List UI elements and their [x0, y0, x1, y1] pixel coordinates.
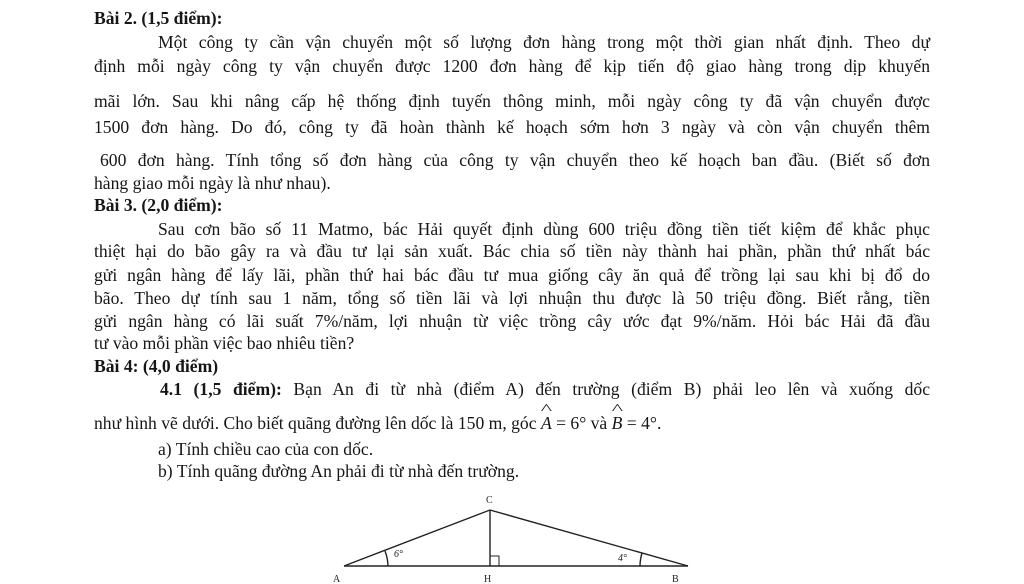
bai4-sub-text: Bạn An đi từ nhà (điểm A) đến trường (điểm B) phải leo lên và xuống dốc [281, 379, 930, 399]
right-angle-mark [490, 556, 499, 566]
bai4-item-a: a) Tính chiều cao của con dốc. [158, 439, 374, 459]
bai2-line-6: hàng giao mỗi ngày là như nhau). [94, 173, 331, 193]
bai3-heading: Bài 3. (2,0 điểm): [94, 195, 223, 215]
bai3-line-6: tư vào mỗi phần việc bao nhiêu tiền? [94, 333, 355, 353]
bai3-line-1: Sau cơn bão số 11 Matmo, bác Hải quyết định dùng 600 triệu đồng tiền tiết kiệm để khắc phục [158, 219, 930, 239]
angle-b-symbol: ^ B [612, 412, 623, 434]
bai2-heading: Bài 2. (1,5 điểm): [94, 8, 223, 28]
bai3-line-3: gửi ngân hàng để lấy lãi, phần thứ hai bác đầu tư mua giống cây ăn quả để trồng lại sau khi bị đổ do [94, 265, 930, 285]
bai3-line-4: bão. Theo dự tính sau 1 năm, tổng số tiền lãi và lợi nhuận thu được là 50 triệu đồng. Biết rằng, tiền [94, 288, 930, 308]
label-h: H [484, 574, 492, 584]
angle-b-equation: = 4°. [622, 413, 662, 433]
label-a: A [333, 574, 341, 584]
slope-line-cb [490, 510, 688, 566]
bai4-sub-label: 4.1 (1,5 điểm): [160, 379, 282, 399]
bai2-line-4: 1500 đơn hàng. Do đó, công ty đã hoàn thành kế hoạch sớm hơn 3 ngày và còn vận chuyển thêm [94, 117, 930, 137]
slope-line-ac [344, 510, 490, 566]
angle-a-label: 6° [394, 549, 403, 560]
bai4-line-2-text: như hình vẽ dưới. Cho biết quãng đường lên dốc là 150 m, góc [94, 413, 541, 433]
angle-b-label: 4° [618, 553, 627, 564]
angle-arc-b [640, 553, 642, 566]
angle-a-symbol: ^ A [541, 412, 552, 434]
bai4-heading: Bài 4: (4,0 điểm) [94, 356, 219, 376]
bai2-line-1: Một công ty cần vận chuyển một số lượng đơn hàng trong một thời gian nhất định. Theo dự [158, 32, 930, 52]
angle-arc-a [385, 551, 388, 566]
bai4-item-b: b) Tính quãng đường An phải đi từ nhà đến trường. [158, 461, 520, 481]
bai3-line-5: gửi ngân hàng có lãi suất 7%/năm, lợi nhuận từ việc trồng cây ước đạt 9%/năm. Hỏi bác Hải đã đầu [94, 311, 930, 331]
label-c: C [486, 495, 493, 506]
bai2-line-5: 600 đơn hàng. Tính tổng số đơn hàng của công ty vận chuyển theo kế hoạch ban đầu. (Biết số đơn [100, 150, 930, 170]
bai2-line-3: mãi lớn. Sau khi nâng cấp hệ thống định tuyến thông minh, mỗi ngày công ty đã vận chuyển được [94, 91, 930, 111]
bai2-line-2: định mỗi ngày công ty vận chuyển được 1200 đơn hàng để kịp tiến độ giao hàng trong dịp khuyến [94, 56, 930, 76]
label-b: B [672, 574, 679, 584]
angle-a-equation: = 6° và [551, 413, 612, 433]
bai3-line-2: thiệt hại do bão gây ra và đầu tư lại sản xuất. Bác chia số tiền này thành hai phần, phần thứ nhất bác [94, 241, 930, 261]
